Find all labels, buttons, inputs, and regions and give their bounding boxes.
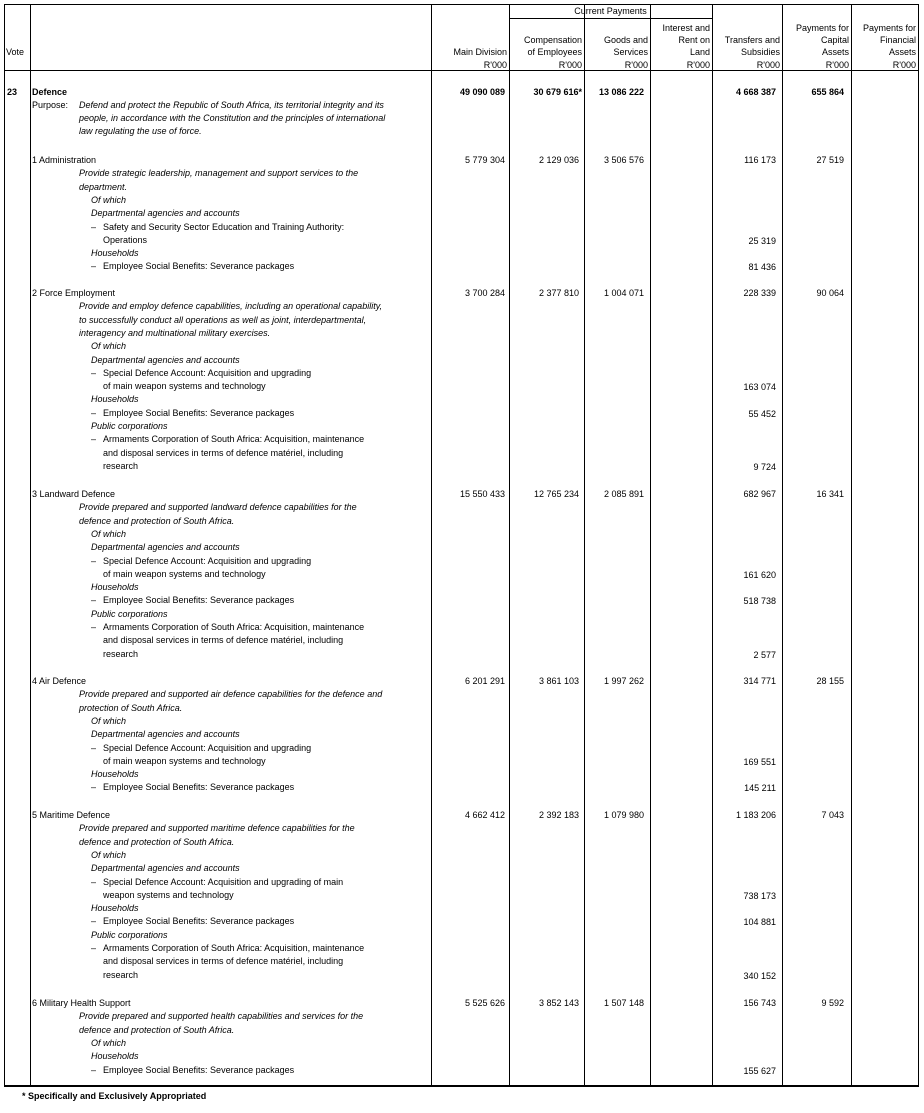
- vote-number: 23: [7, 87, 18, 97]
- col-divider: [851, 4, 852, 1087]
- programme-goods-value: 3 506 576: [603, 155, 644, 165]
- purpose-line: Defend and protect the Republic of South Africa, its territorial integrity and its: [79, 100, 384, 110]
- purpose-label: Purpose:: [32, 100, 69, 110]
- col-divider: [650, 4, 651, 1087]
- programme-trans-value: 156 743: [743, 998, 776, 1008]
- programme-trans-value: 682 967: [743, 489, 776, 499]
- programme-comp-value: 2 392 183: [538, 810, 579, 820]
- bullet-dash: –: [91, 555, 97, 566]
- bullet-dash: –: [91, 876, 97, 887]
- detail-item-text: of main weapon systems and technology: [103, 568, 266, 579]
- programme-cap-value: 7 043: [821, 810, 844, 820]
- programme-description: department.: [79, 181, 128, 192]
- detail-item-text: Special Defence Account: Acquisition and upgrading: [103, 555, 312, 566]
- programme-description: defence and protection of South Africa.: [79, 836, 235, 847]
- category-label: Departmental agencies and accounts: [91, 208, 240, 219]
- detail-item-text: Armaments Corporation of South Africa: Acquisition, maintenance: [103, 622, 365, 632]
- programme-comp-value: 2 377 810: [538, 288, 579, 298]
- header-fin-2: Financial: [879, 35, 916, 45]
- of-which-label: Of which: [91, 528, 127, 539]
- programme-cap-value: 9 592: [821, 998, 844, 1008]
- category-label: Departmental agencies and accounts: [91, 542, 240, 553]
- programme-trans-value: 228 339: [743, 288, 776, 298]
- detail-item-value: 169 551: [743, 756, 776, 767]
- bullet-dash: –: [91, 742, 97, 753]
- bullet-dash: –: [91, 1064, 97, 1075]
- programme-main-value: 5 779 304: [464, 155, 505, 165]
- programme-main-value: 5 525 626: [464, 998, 505, 1008]
- programme-description: Provide prepared and supported air defence capabilities for the defence and: [79, 689, 383, 700]
- detail-item-value: 518 738: [743, 596, 776, 607]
- category-label: Public corporations: [91, 421, 168, 431]
- of-which-label: Of which: [91, 715, 127, 726]
- category-label: Departmental agencies and accounts: [91, 863, 240, 874]
- footnote: * Specifically and Exclusively Appropriated: [22, 1091, 207, 1101]
- detail-item-text: Special Defence Account: Acquisition and upgrading: [103, 742, 312, 753]
- of-which-label: Of which: [91, 194, 127, 205]
- programme-title: 5 Maritime Defence: [32, 810, 111, 820]
- bullet-dash: –: [91, 943, 97, 953]
- detail-item-value: 340 152: [743, 970, 776, 981]
- category-label: Departmental agencies and accounts: [91, 729, 240, 740]
- programme-title: 1 Administration: [32, 155, 97, 165]
- bullet-dash: –: [91, 261, 97, 272]
- col-divider: [509, 4, 510, 1087]
- programme-main-value: 4 662 412: [464, 810, 505, 820]
- detail-item-text: of main weapon systems and technology: [103, 755, 266, 766]
- bullet-dash: –: [91, 367, 97, 378]
- programme-trans-value: 1 183 206: [735, 810, 776, 820]
- header-trans-1: Transfers and: [724, 35, 780, 45]
- category-label: Households: [91, 582, 139, 593]
- category-label: Households: [91, 394, 139, 405]
- bullet-dash: –: [91, 916, 97, 927]
- unit-label: R'000: [483, 60, 507, 70]
- detail-item-text: Safety and Security Sector Education and Training Authority:: [103, 221, 345, 232]
- detail-item-text: and disposal services in terms of defence matériel, including: [103, 447, 344, 458]
- header-cap-2: Capital: [820, 35, 849, 45]
- detail-item-value: 161 620: [743, 569, 776, 580]
- programme-main-value: 6 201 291: [464, 676, 505, 686]
- programme-trans-value: 116 173: [744, 155, 776, 165]
- programme-cap-value: 90 064: [816, 288, 844, 298]
- programme-description: Provide prepared and supported health capabilities and services for the: [79, 1011, 364, 1022]
- header-goods-2: Services: [613, 47, 648, 57]
- detail-item-text: and disposal services in terms of defence matériel, including: [103, 956, 344, 967]
- unit-label: R'000: [825, 60, 849, 70]
- vote-transfers: 4 668 387: [735, 87, 776, 97]
- header-fin-1: Payments for: [862, 23, 916, 33]
- header-trans-2: Subsidies: [740, 47, 780, 57]
- col-divider: [30, 4, 31, 1087]
- header-current-payments: Current Payments: [574, 6, 647, 16]
- programme-description: to successfully conduct all operations as well as joint, interdepartmental,: [79, 314, 367, 325]
- detail-item-text: research: [103, 460, 139, 471]
- category-label: Households: [91, 248, 139, 259]
- detail-item-text: of main weapon systems and technology: [103, 381, 266, 392]
- vote-main-division: 49 090 089: [459, 87, 505, 97]
- programme-cap-value: 16 341: [816, 489, 844, 499]
- header-main-division: Main Division: [453, 47, 507, 57]
- detail-item-value: 25 319: [748, 235, 776, 246]
- detail-item-value: 104 881: [743, 917, 776, 928]
- col-divider: [4, 4, 5, 1087]
- programme-description: interagency and multinational military exercises.: [79, 327, 271, 338]
- vote-capital-assets: 655 864: [811, 87, 844, 97]
- detail-item-value: 55 452: [748, 408, 776, 419]
- detail-item-text: Operations: [103, 234, 148, 245]
- detail-item-value: 145 211: [744, 783, 776, 794]
- detail-item-text: and disposal services in terms of defence matériel, including: [103, 635, 344, 646]
- programme-title: 3 Landward Defence: [32, 489, 116, 499]
- header-vote: Vote: [6, 47, 25, 57]
- programme-description: Provide and employ defence capabilities, including an operational capability,: [79, 301, 383, 312]
- category-label: Departmental agencies and accounts: [91, 354, 240, 365]
- programme-description: Provide strategic leadership, management and support services to the: [79, 168, 359, 179]
- vote-compensation: 30 679 616*: [533, 87, 582, 97]
- vote-goods-services: 13 086 222: [598, 87, 644, 97]
- programme-goods-value: 1 507 148: [603, 998, 644, 1008]
- category-label: Households: [91, 1051, 139, 1062]
- programme-main-value: 15 550 433: [459, 489, 505, 499]
- detail-item-text: research: [103, 969, 139, 980]
- detail-item-text: Employee Social Benefits: Severance packages: [103, 782, 295, 793]
- purpose-line: law regulating the use of force.: [79, 126, 202, 136]
- bullet-dash: –: [91, 434, 97, 445]
- purpose-line: people, in accordance with the Constitution and the principles of international: [79, 113, 386, 123]
- unit-label: R'000: [756, 60, 780, 70]
- detail-item-text: Employee Social Benefits: Severance packages: [103, 916, 295, 927]
- programme-trans-value: 314 771: [743, 676, 776, 686]
- category-label: Public corporations: [91, 929, 168, 940]
- bullet-dash: –: [91, 595, 97, 606]
- programme-goods-value: 2 085 891: [603, 489, 644, 499]
- programme-goods-value: 1 997 262: [603, 676, 644, 686]
- of-which-label: Of which: [91, 1037, 127, 1048]
- programme-title: 2 Force Employment: [32, 288, 116, 298]
- detail-item-text: Armaments Corporation of South Africa: Acquisition, maintenance: [103, 943, 365, 953]
- detail-item-value: 9 724: [753, 461, 776, 472]
- category-label: Households: [91, 903, 139, 914]
- header-fin-3: Assets: [888, 47, 916, 57]
- header-cap-3: Assets: [821, 47, 849, 57]
- detail-item-value: 738 173: [743, 890, 776, 901]
- bullet-dash: –: [91, 221, 97, 232]
- bullet-dash: –: [91, 407, 97, 418]
- detail-item-text: Special Defence Account: Acquisition and upgrading of main: [103, 876, 344, 887]
- header-int-2: Rent on: [678, 35, 710, 45]
- bullet-dash: –: [91, 782, 97, 793]
- programme-cap-value: 28 155: [816, 676, 844, 686]
- detail-item-value: 155 627: [743, 1065, 776, 1076]
- programme-main-value: 3 700 284: [464, 288, 505, 298]
- programme-description: Provide prepared and supported maritime defence capabilities for the: [79, 823, 355, 834]
- programme-comp-value: 12 765 234: [533, 489, 579, 499]
- detail-item-text: Special Defence Account: Acquisition and upgrading: [103, 367, 312, 378]
- detail-item-text: Employee Social Benefits: Severance packages: [103, 1064, 295, 1075]
- programme-goods-value: 1 004 071: [603, 288, 644, 298]
- unit-label: R'000: [624, 60, 648, 70]
- detail-item-text: research: [103, 648, 139, 659]
- programme-description: defence and protection of South Africa.: [79, 515, 235, 526]
- detail-item-text: Employee Social Benefits: Severance packages: [103, 595, 295, 606]
- programme-cap-value: 27 519: [816, 155, 844, 165]
- programme-comp-value: 3 852 143: [538, 998, 579, 1008]
- col-divider: [584, 4, 585, 1087]
- col-divider: [782, 4, 783, 1087]
- programme-description: defence and protection of South Africa.: [79, 1024, 235, 1035]
- programme-goods-value: 1 079 980: [603, 810, 644, 820]
- col-divider: [918, 4, 919, 1087]
- detail-item-text: Employee Social Benefits: Severance packages: [103, 261, 295, 272]
- header-goods-1: Goods and: [603, 35, 648, 45]
- of-which-label: Of which: [91, 849, 127, 860]
- unit-label: R'000: [558, 60, 582, 70]
- vote-name: Defence: [32, 87, 68, 97]
- header-int-3: Land: [689, 47, 710, 57]
- programme-title: 6 Military Health Support: [32, 998, 131, 1008]
- header-comp-1: Compensation: [523, 35, 582, 45]
- unit-label: R'000: [686, 60, 710, 70]
- bullet-dash: –: [91, 622, 97, 632]
- group-rule: [509, 18, 712, 19]
- programme-description: Provide prepared and supported landward defence capabilities for the: [79, 502, 357, 513]
- unit-label: R'000: [892, 60, 916, 70]
- programme-description: protection of South Africa.: [79, 702, 183, 713]
- header-cap-1: Payments for: [795, 23, 849, 33]
- detail-item-text: Employee Social Benefits: Severance packages: [103, 407, 295, 418]
- programme-comp-value: 3 861 103: [538, 676, 579, 686]
- detail-item-value: 2 577: [753, 649, 776, 660]
- of-which-label: Of which: [91, 341, 127, 352]
- programme-comp-value: 2 129 036: [538, 155, 579, 165]
- detail-item-value: 163 074: [743, 382, 776, 393]
- header-int-1: Interest and: [662, 23, 710, 33]
- col-divider: [431, 4, 432, 1087]
- category-label: Households: [91, 769, 139, 780]
- header-comp-2: of Employees: [527, 47, 582, 57]
- category-label: Public corporations: [91, 608, 168, 619]
- detail-item-text: Armaments Corporation of South Africa: Acquisition, maintenance: [103, 434, 365, 445]
- detail-item-text: weapon systems and technology: [103, 889, 234, 900]
- detail-item-value: 81 436: [748, 262, 776, 273]
- programme-title: 4 Air Defence: [32, 676, 87, 686]
